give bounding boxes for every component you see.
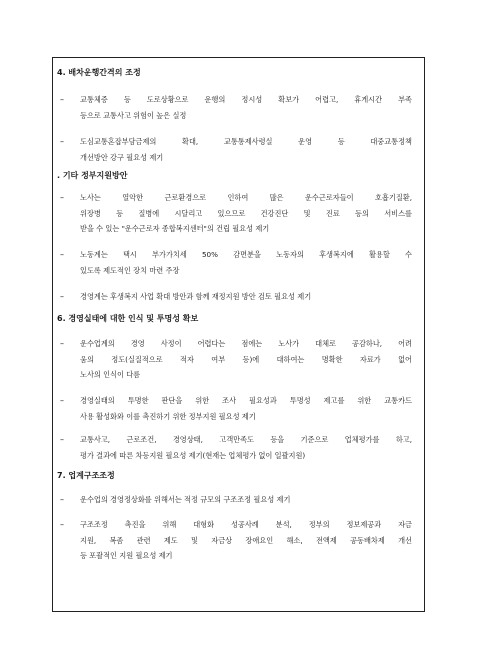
section-heading-6: 6. 경영실태에 대한 인식 및 투명성 확보	[57, 314, 199, 323]
text-line: 있도록 제도적인 장치 마련 주장	[80, 265, 180, 275]
bullet-dash: –	[60, 520, 64, 529]
section-heading-4: 4. 배차운행간격의 조정	[57, 68, 141, 77]
text-line: 등으로 교통사고 위험이 높은 실정	[80, 110, 187, 120]
text-line: 노사는 열악한 근로환경으로 인하여 많은 운수근로자들이 호흡기질환,	[80, 193, 412, 202]
text-line: 경영실태의 투명한 판단을 위한 조사 필요성과 투명성 제고를 위한 교통카드	[80, 396, 412, 405]
bullet-dash: –	[60, 137, 64, 146]
text-line: 구조조정 촉진을 위해 대형화 성공사례 분석, 정부의 정보제공과 자금	[80, 520, 412, 529]
text-line: 사용 활성화와 이를 촉진하기 위한 정부지원 필요성 제기	[80, 411, 256, 421]
bullet-dash: –	[60, 495, 64, 504]
bullet-dash: –	[60, 435, 64, 444]
text-line: 교통사고, 근로조건, 경영상태, 고객만족도 등을 기준으로 업체평가를 하고,	[80, 435, 412, 444]
text-line: 노사의 인식이 다름	[80, 370, 141, 379]
section-heading-5: . 기타 정부지원방안	[57, 171, 128, 180]
text-line: 움의 정도(실질적으로 적자 여부 등)에 대하여는 명확한 자료가 없어	[80, 354, 412, 364]
text-line: 지원, 복좀 관련 제도 및 자금상 장애요인 해소, 전액제 공동배차제 개선	[80, 535, 412, 545]
section-heading-7: 7. 업계구조조정	[57, 471, 115, 480]
bullet-dash: –	[60, 396, 64, 405]
text-line: 교통체증 등 도로상황으로 운행의 정시성 확보가 어렵고, 휴게시간 부족	[80, 95, 412, 104]
text-line: 평가 결과에 따른 차등지원 필요성 제기(현재는 업체평가 없이 일괄지원)	[80, 450, 306, 460]
text-line: 받을 수 있는 "운수근로자 종합복지센터"의 건립 필요성 제기	[80, 224, 270, 233]
text-line: 개선방안 강구 필요성 제기	[80, 152, 164, 162]
text-line: 위장병 등 질병에 시달리고 있으므로 건강진단 및 진료 등의 서비스를	[80, 208, 412, 218]
bullet-dash: –	[60, 95, 64, 104]
text-line: 경영계는 후생복지 사업 확대 방안과 함께 재정지원 방안 검토 필요성 제기	[80, 292, 312, 301]
text-line: 운수업의 경영정상화를 위해서는 적정 규모의 구조조정 필요성 제기	[80, 495, 291, 504]
bullet-dash: –	[60, 292, 64, 301]
bullet-dash: –	[60, 250, 64, 259]
text-line: 도심교통혼잡부담금제의 확대, 교통통제사령실 운영 등 대중교통정책	[80, 137, 412, 146]
text-line: 노동계는 택시 부가가치세 50% 감면분을 노동자의 후생복지에 활용할 수	[80, 250, 412, 259]
bullet-dash: –	[60, 339, 64, 348]
bullet-dash: –	[60, 193, 64, 202]
text-line: 등 포괄적인 지원 필요성 제기	[80, 551, 173, 560]
text-line: 운수업계의 경영 사정이 어렵다는 점에는 노사가 대체로 공감하나, 어려	[80, 339, 412, 348]
